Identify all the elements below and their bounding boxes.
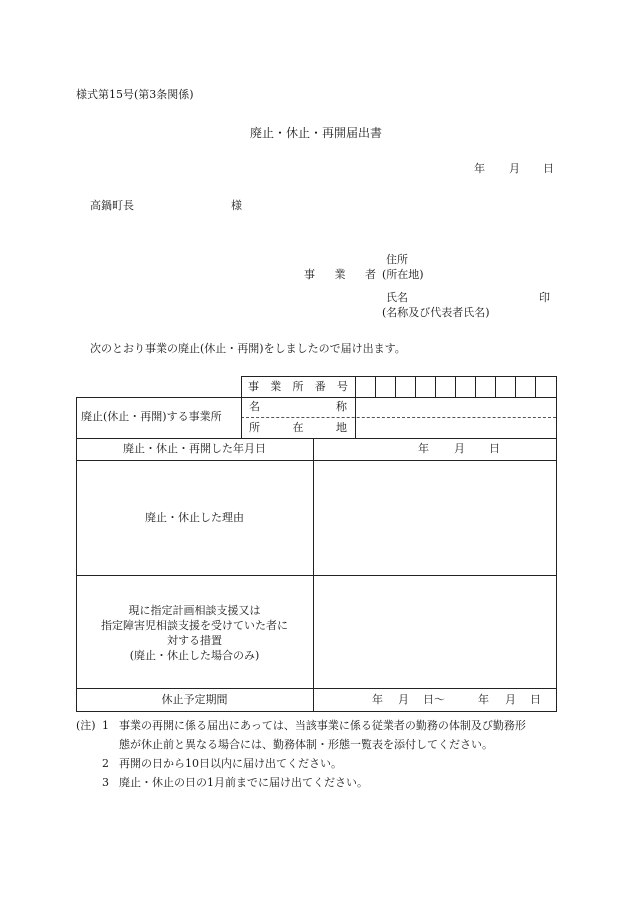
office-name-label-text — [249, 400, 347, 414]
note-number: 1 — [102, 719, 109, 732]
label-char: 所 — [292, 380, 304, 393]
table-line — [313, 438, 314, 711]
suspension-month-start: 月 — [398, 693, 409, 706]
name-sub-label: (名称及び代表者氏名) — [382, 306, 490, 319]
table-line — [76, 575, 556, 576]
label-char: 事 — [304, 268, 315, 281]
office-location-field[interactable] — [357, 420, 555, 436]
label-char: 在 — [292, 421, 304, 434]
note-number: 2 — [102, 757, 109, 770]
table-dashed-line — [241, 417, 556, 418]
suspension-day-end: 日 — [530, 693, 541, 706]
notes-prefix: (注) — [76, 719, 96, 732]
date-month: 月 — [509, 162, 520, 175]
office-location-label — [249, 421, 347, 435]
table-line — [76, 711, 557, 712]
label-char: 業 — [270, 380, 282, 393]
date-row-month: 月 — [454, 442, 465, 455]
number-box-line — [395, 376, 396, 397]
reason-field[interactable] — [316, 463, 554, 573]
measures-label-line: 現に指定計画相談支援又は — [128, 604, 261, 617]
statement-text: 次のとおり事業の廃止(休止・再開)をしましたので届け出ます。 — [90, 342, 406, 355]
addressee-name: 高鍋町長 — [90, 199, 134, 212]
note-text: 再開の日から10日以内に届け出てください。 — [119, 757, 342, 770]
office-name-label — [249, 400, 347, 414]
applicant-label — [304, 268, 376, 282]
suspension-day-start: 日〜 — [423, 693, 445, 706]
label-char: 番 — [314, 380, 326, 393]
table-line — [76, 688, 556, 689]
label-char: 称 — [336, 400, 347, 413]
address-sub-label: (所在地) — [382, 268, 424, 281]
office-number-label — [248, 380, 348, 394]
seal-mark: 印 — [539, 291, 550, 304]
label-char: 名 — [249, 400, 260, 413]
note-number: 3 — [102, 776, 109, 789]
note-text: 事業の再開に係る届出にあっては、当該事業に係る従業者の勤務の体制及び勤務形 — [119, 719, 526, 732]
office-group-label: 廃止(休止・再開)する事業所 — [81, 410, 222, 423]
number-box-line — [515, 376, 516, 397]
table-line — [76, 397, 556, 398]
suspension-year-start: 年 — [372, 693, 383, 706]
date-row-label: 廃止・休止・再開した年月日 — [123, 442, 266, 455]
table-line — [241, 376, 556, 377]
measures-field[interactable] — [316, 578, 554, 686]
office-location-label-text — [249, 421, 347, 435]
notification-table — [76, 376, 556, 712]
table-line — [76, 438, 556, 439]
suspension-month-end: 月 — [505, 693, 516, 706]
table-line — [556, 376, 557, 712]
note-text: 廃止・休止の日の1月前までに届け出てください。 — [119, 776, 368, 789]
addressee-honorific: 様 — [231, 199, 242, 212]
label-char: 業 — [334, 268, 346, 281]
number-box-line — [535, 376, 536, 397]
number-box-line — [435, 376, 436, 397]
measures-label-line: 対する措置 — [167, 634, 222, 647]
date-year: 年 — [474, 162, 485, 175]
label-char: 事 — [248, 380, 259, 393]
applicant-label-text — [304, 268, 376, 282]
date-row-day: 日 — [489, 442, 500, 455]
measures-label-line: 指定障害児相談支援を受けていた者に — [101, 619, 288, 632]
date-row-year: 年 — [418, 442, 429, 455]
office-number-label-text — [248, 380, 348, 394]
table-line — [355, 376, 356, 438]
document-title: 廃止・休止・再開届出書 — [250, 126, 383, 140]
measures-label-line: (廃止・休止した場合のみ) — [129, 649, 260, 662]
number-box-line — [375, 376, 376, 397]
measures-label — [76, 603, 313, 663]
note-text: 態が休止前と異なる場合には、勤務体制・形態一覧表を添付してください。 — [119, 738, 493, 751]
label-char: 号 — [337, 380, 348, 393]
address-label: 住所 — [386, 253, 408, 266]
label-char: 者 — [365, 268, 376, 281]
number-box-line — [455, 376, 456, 397]
label-char: 地 — [336, 421, 347, 434]
suspension-label: 休止予定期間 — [161, 693, 228, 706]
date-day: 日 — [543, 162, 554, 175]
suspension-year-end: 年 — [478, 693, 489, 706]
table-line — [241, 376, 242, 438]
reason-label: 廃止・休止した理由 — [145, 511, 244, 524]
number-box-line — [415, 376, 416, 397]
form-number: 様式第15号(第3条関係) — [76, 88, 194, 101]
number-box-line — [475, 376, 476, 397]
label-char: 所 — [249, 421, 260, 434]
name-label: 氏名 — [386, 291, 408, 304]
table-line — [76, 460, 556, 461]
number-box-line — [495, 376, 496, 397]
office-name-field[interactable] — [357, 400, 555, 416]
